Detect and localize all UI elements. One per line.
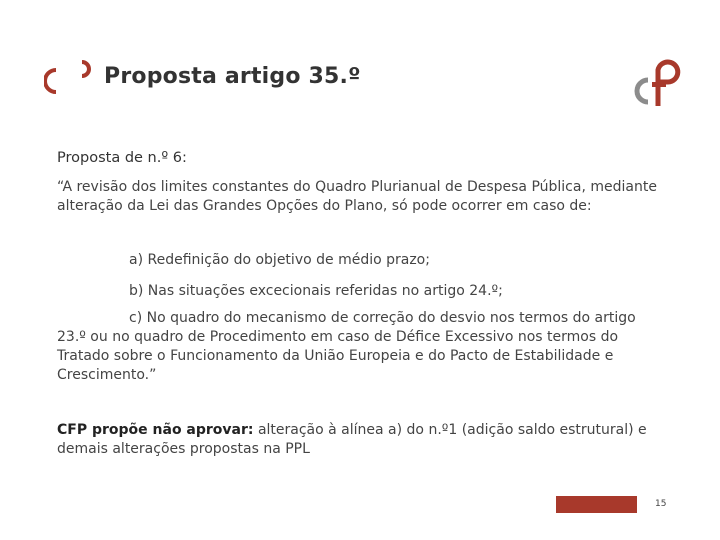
cfp-fragment-logo [44, 54, 94, 100]
quote-intro: “A revisão dos limites constantes do Quadro Plurianual de Despesa Pública, mediante alteração da Lei das Grandes Opções do Plano, só pode ocorrer em caso de: [57, 179, 657, 214]
item-c-text: c) No quadro do mecanismo de correção do desvio nos termos do artigo 23.º ou no quadro de Procedimento em caso de Défice Excessivo nos termos do Tratado sobre o Funcionamento da União Europeia e do Pacto de Estabilidade e Crescimento.” [57, 310, 636, 383]
proposal-heading: Proposta de n.º 6: [57, 150, 187, 166]
cfp-text: alteração à alínea a) do n.º1 (adição saldo estrutural) e demais alterações propostas na PPL [57, 422, 647, 457]
cfp-label: CFP propõe não aprovar: [57, 422, 254, 438]
item-c [57, 309, 667, 385]
slide-title: Proposta artigo 35.º [104, 64, 361, 89]
cfp-recommendation [57, 421, 667, 459]
cfp-logo [628, 52, 686, 106]
footer-accent-bar [556, 496, 637, 513]
item-a: a) Redefinição do objetivo de médio prazo; [129, 252, 430, 268]
item-b: b) Nas situações excecionais referidas no artigo 24.º; [129, 283, 503, 299]
page-number: 15 [655, 499, 667, 509]
